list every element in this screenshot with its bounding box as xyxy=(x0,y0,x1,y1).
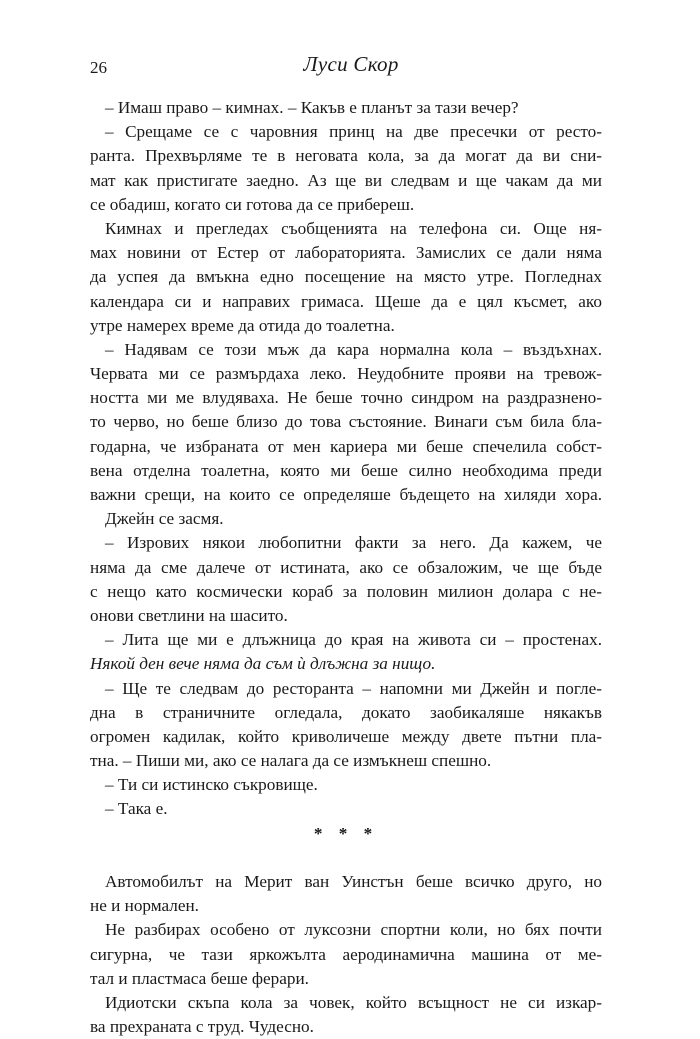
text-line: мат как пристигате заедно. Аз ще ви следвам и ще чакам да ми xyxy=(90,170,602,190)
text-line: то черво, но беше близо до това състояние. Винаги съм била бла- xyxy=(90,412,602,432)
text-line: дна в страничните огледала, докато заобикаляше някакъв xyxy=(90,702,602,722)
text-line: тал и пластмаса беше ферари. xyxy=(90,968,309,988)
text-line: сигурна, че тази яркожълта аеродинамична машина от ме- xyxy=(90,944,602,964)
text-line: тна. – Пиши ми, ако се налага да се измъкнеш спешно. xyxy=(90,751,492,771)
text-line: – Изрових някои любопитни факти за него. Да кажем, че xyxy=(105,533,602,553)
text-line: – Имаш право – кимнах. – Какъв е планът за тази вечер? xyxy=(105,98,519,117)
text-line: няма да сме далече от истината, ако се обзаложим, че ще бъде xyxy=(90,557,602,577)
text-line: мах новини от Естер от лабораторията. Замислих се дали няма xyxy=(90,243,602,263)
text-line-italic: Някой ден вече няма да съм ѝ длъжна за нищо. xyxy=(90,654,436,674)
text-line: важни срещи, на които се определяше бъдещето на хиляди хора. xyxy=(90,485,602,504)
running-head-author: Луси Скор xyxy=(303,52,399,76)
text-line: – Ти си истинско съкровище. xyxy=(105,775,318,795)
body-text xyxy=(90,96,602,1039)
text-line: Кимнах и прегледах съобщенията на телефона си. Още ня- xyxy=(105,218,602,238)
text-line: Автомобилът на Мерит ван Уинстън беше всичко друго, но xyxy=(105,872,602,891)
section-gap xyxy=(90,846,602,870)
text-line: ва прехраната с труд. Чудесно. xyxy=(90,1017,314,1037)
page-number: 26 xyxy=(90,58,107,77)
text-line: годарна, че избраната от мен кариера ми беше спечелила собст- xyxy=(90,436,602,456)
text-line: календара си и направих гримаса. Щеше да е цял късмет, ако xyxy=(90,291,602,311)
text-line: онови светлини на шасито. xyxy=(90,605,288,625)
text-line: – Така е. xyxy=(105,799,168,819)
text-line: – Надявам се този мъж да кара нормална кола – въздъхнах. xyxy=(105,339,602,359)
text-line: Не разбирах особено от луксозни спортни коли, но бях почти xyxy=(105,920,602,940)
text-line: се обадиш, когато си готова да се прибереш. xyxy=(90,194,415,214)
text-line: Джейн се засмя. xyxy=(105,509,224,529)
text-line: Идиотски скъпа кола за човек, който всъщност не си изкар- xyxy=(105,992,602,1012)
text-line: утре намерех време да отида до тоалетна. xyxy=(90,315,395,335)
text-line: – Лита ще ми е длъжница до края на живота си – простенах. xyxy=(105,630,602,650)
text-line: – Ще те следвам до ресторанта – напомни ми Джейн и погле- xyxy=(105,678,602,698)
text-line: огромен кадилак, който криволичеше между двете пътни пла- xyxy=(90,726,602,746)
page-header xyxy=(90,52,612,82)
text-line: не и нормален. xyxy=(90,896,199,916)
text-line: вена отделна тоалетна, която ми беше силно необходима преди xyxy=(90,460,602,480)
text-line: ността ми ме влудяваха. Не беше точно синдром на раздразнено- xyxy=(90,388,602,408)
text-line: да успея да вмъкна едно посещение на място утре. Погледнах xyxy=(90,267,602,287)
text-line: с нещо като космически кораб за половин милион долара с не- xyxy=(90,581,602,601)
text-line: ранта. Прехвърляме те в неговата кола, за да могат да ви сни- xyxy=(90,146,602,166)
text-line: Червата ми се размърдаха леко. Неудобните прояви на тревож- xyxy=(90,364,602,384)
section-separator: * * * xyxy=(313,823,379,843)
text-line: – Срещаме се с чаровния принц на две пресечки от ресто- xyxy=(105,122,602,142)
